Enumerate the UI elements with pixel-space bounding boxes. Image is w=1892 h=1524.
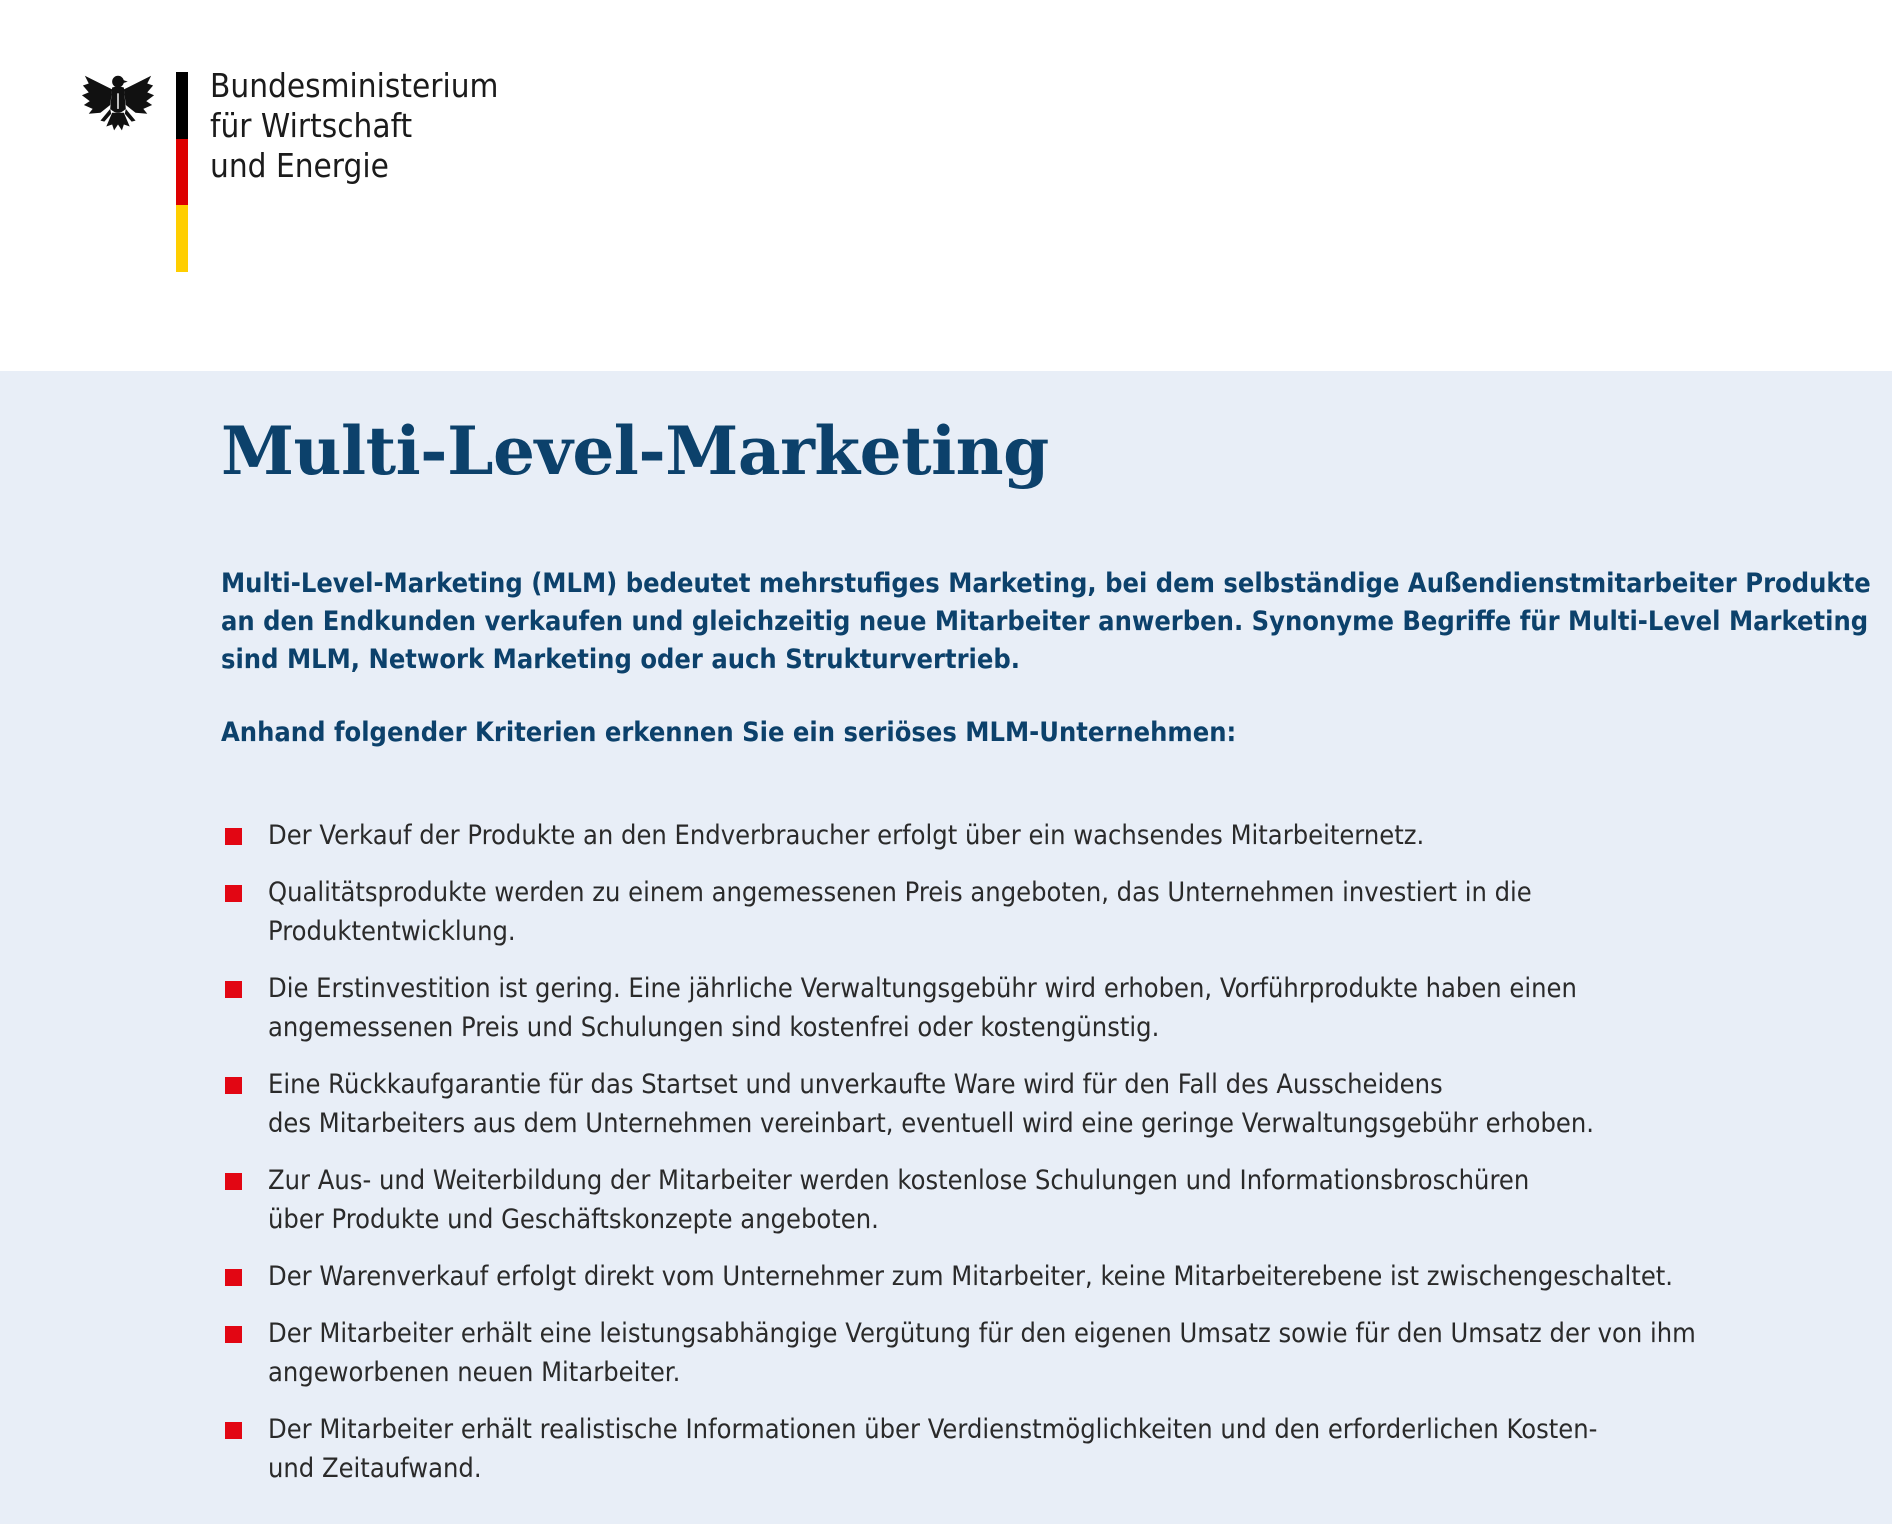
criteria-item [221, 1065, 1861, 1143]
ministry-name [210, 66, 531, 186]
criteria-item-text: angemessenen Preis und Schulungen sind kostenfrei oder kostengünstig. [268, 1012, 1160, 1043]
criteria-item-text: Zur Aus- und Weiterbildung der Mitarbeiter werden kostenlose Schulungen und Informationsbroschüren [268, 1165, 1530, 1196]
page-title: Multi-Level-Marketing [221, 412, 1049, 490]
criteria-item-text: Der Mitarbeiter erhält realistische Informationen über Verdienstmöglichkeiten und den erforderlichen Kosten- [268, 1414, 1598, 1445]
ministry-name-line: und Energie [210, 146, 389, 185]
bullet-square-icon [225, 1326, 242, 1343]
criteria-item [221, 969, 1861, 1047]
intro-line: Multi-Level-Marketing (MLM) bedeutet mehrstufiges Marketing, bei dem selbständige Außendienstmitarbeiter Produkte [221, 568, 1871, 599]
ministry-name-line: für Wirtschaft [210, 106, 413, 145]
federal-eagle-icon [79, 66, 157, 144]
bullet-square-icon [225, 1173, 242, 1190]
german-flag-stripe [176, 72, 188, 272]
intro-line: sind MLM, Network Marketing oder auch Strukturvertrieb. [221, 644, 1021, 675]
criteria-item-text: über Produkte und Geschäftskonzepte angeboten. [268, 1204, 879, 1235]
criteria-item-text: Eine Rückkaufgarantie für das Startset und unverkaufte Ware wird für den Fall des Ausscheidens [268, 1069, 1443, 1100]
criteria-heading: Anhand folgender Kriterien erkennen Sie ein seriöses MLM-Unternehmen: [221, 717, 1237, 748]
criteria-item-text: Produktentwicklung. [268, 916, 516, 947]
ministry-name-line: Bundesministerium [210, 66, 499, 105]
criteria-item-text: Der Warenverkauf erfolgt direkt vom Unternehmer zum Mitarbeiter, keine Mitarbeiterebene ist zwischengeschaltet. [268, 1261, 1674, 1292]
header [0, 0, 1892, 371]
criteria-item-text: und Zeitaufwand. [268, 1453, 482, 1484]
bullet-square-icon [225, 828, 242, 845]
criteria-item-text: angeworbenen neuen Mitarbeiter. [268, 1357, 681, 1388]
criteria-item-text: des Mitarbeiters aus dem Unternehmen vereinbart, eventuell wird eine geringe Verwaltungsgebühr erhoben. [268, 1108, 1594, 1139]
criteria-item-text: Der Verkauf der Produkte an den Endverbraucher erfolgt über ein wachsendes Mitarbeiternetz. [268, 820, 1425, 851]
bullet-square-icon [225, 1077, 242, 1094]
criteria-list [221, 816, 1861, 1506]
flag-stripe-red [176, 139, 188, 206]
bullet-square-icon [225, 885, 242, 902]
criteria-item [221, 1410, 1861, 1488]
criteria-item [221, 873, 1861, 951]
main-content [0, 371, 1892, 1524]
flag-stripe-black [176, 72, 188, 139]
criteria-item-text: Der Mitarbeiter erhält eine leistungsabhängige Vergütung für den eigenen Umsatz sowie für den Umsatz der von ihm [268, 1318, 1696, 1349]
criteria-item-text: Die Erstinvestition ist gering. Eine jährliche Verwaltungsgebühr wird erhoben, Vorführprodukte haben einen [268, 973, 1577, 1004]
criteria-item [221, 1314, 1861, 1392]
flag-stripe-gold [176, 205, 188, 272]
intro-line: an den Endkunden verkaufen und gleichzeitig neue Mitarbeiter anwerben. Synonyme Begriffe für Multi-Level Marketing [221, 606, 1869, 637]
bullet-square-icon [225, 981, 242, 998]
bullet-square-icon [225, 1269, 242, 1286]
criteria-item [221, 1257, 1861, 1296]
criteria-item [221, 816, 1861, 855]
criteria-item-text: Qualitätsprodukte werden zu einem angemessenen Preis angeboten, das Unternehmen investiert in die [268, 877, 1532, 908]
intro-paragraph [221, 565, 1871, 679]
bullet-square-icon [225, 1422, 242, 1439]
criteria-item [221, 1161, 1861, 1239]
